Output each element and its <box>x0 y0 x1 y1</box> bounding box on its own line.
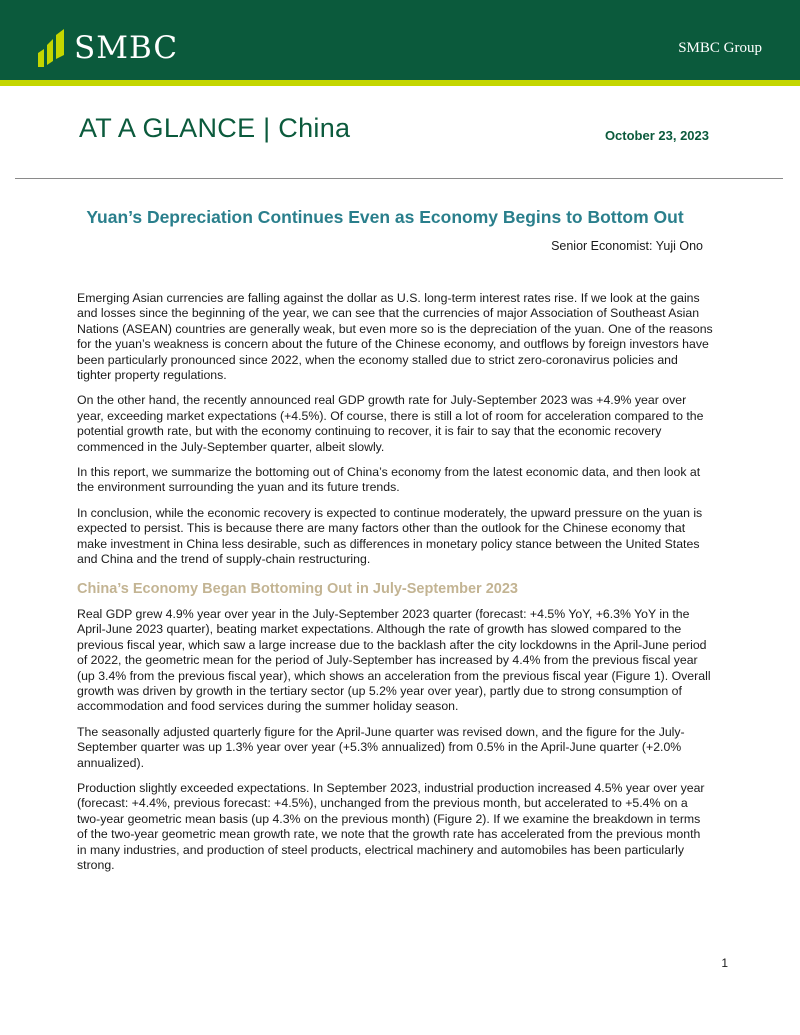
intro-paragraph: On the other hand, the recently announced real GDP growth rate for July-September 2023 was +4.9% year over year, exceeding market expectations (+4.5%). Of course, there is still a lot of room for acceleration compared to the potential growth rate, but with the economy continuing to recover, it is fair to say that the economic recovery commenced in the July-September quarter, albeit slowly. <box>77 393 704 454</box>
section-paragraph: Real GDP grew 4.9% year over year in the July-September 2023 quarter (forecast: +4.5% YoY, +6.3% YoY in the April-June 2023 quarter), beating market expectations. Although the rate of growth has slowed compared to the previous fiscal year, which saw a large increase due to the backlash after the city lockdowns in the April-June period of 2022, the geometric mean for the period of July-September has increased by 4.4% from the previous fiscal year (up 3.4% from the previous fiscal year), which shows an acceleration from the previous fiscal year (Figure 1). Overall growth was driven by growth in the tertiary sector (up 5.2% year over year), partly due to strong consumption of accommodation and food services during the summer holiday season. <box>77 606 711 714</box>
report-date: October 23, 2023 <box>604 128 709 143</box>
smbc-logo <box>38 28 178 68</box>
intro-paragraph: In conclusion, while the economic recovery is expected to continue moderately, the upward pressure on the yuan is expected to persist. This is because there are many factors other than the outlook for the Chinese economy that make investment in China less desirable, such as differences in monetary policy stance between the United States and China and the trend of supply-chain restructuring. <box>77 505 703 567</box>
header-stripe <box>0 80 800 86</box>
intro-paragraph: Emerging Asian currencies are falling against the dollar as U.S. long-term interest rates rise. If we look at the gains and losses since the beginning of the year, we can see that the currencies of major Association of Southeast Asian Nations (ASEAN) countries are generally weak, but even more so is the depreciation of the yuan. One of the reasons for the yuan’s weakness is concern about the future of the Chinese economy, and outflows by foreign investors have been particularly pronounced since 2022, when the economy stalled due to strict zero-coronavirus policies and tighter property regulations. <box>77 291 713 383</box>
group-name: SMBC Group <box>678 40 762 56</box>
smbc-leaf-icon <box>38 29 64 67</box>
page-title: AT A GLANCE | China <box>79 113 351 143</box>
header-band <box>0 0 800 80</box>
report-body <box>77 291 713 883</box>
intro-paragraph: In this report, we summarize the bottoming out of China’s economy from the latest economic data, and then look at the environment surrounding the yuan and its future trends. <box>77 465 701 495</box>
section-heading: China’s Economy Began Bottoming Out in July-September 2023 <box>77 580 518 597</box>
logo-text: SMBC <box>74 30 179 66</box>
section-paragraph: The seasonally adjusted quarterly figure for the April-June quarter was revised down, and the figure for the July-September quarter was up 1.3% year over year (+5.3% annualized) from 0.5% in the April-June quarter (+2.0% annualized). <box>77 724 685 770</box>
report-headline: Yuan’s Depreciation Continues Even as Economy Begins to Bottom Out <box>86 207 684 227</box>
page-number: 1 <box>721 956 728 970</box>
divider <box>15 178 783 179</box>
section-paragraph: Production slightly exceeded expectations. In September 2023, industrial production increased 4.5% year over year (forecast: +4.4%, previous forecast: +4.5%), unchanged from the previous month, but accelerated to +5.4% on a two-year geometric mean basis (up 4.3% on the previous month) (Figure 2). If we examine the breakdown in terms of the two-year geometric mean growth rate, we note that the growth rate has accelerated from the previous month in many industries, and production of steel products, electrical machinery and automobiles has been particularly strong. <box>77 780 705 872</box>
author-byline: Senior Economist: Yuji Ono <box>551 239 703 253</box>
